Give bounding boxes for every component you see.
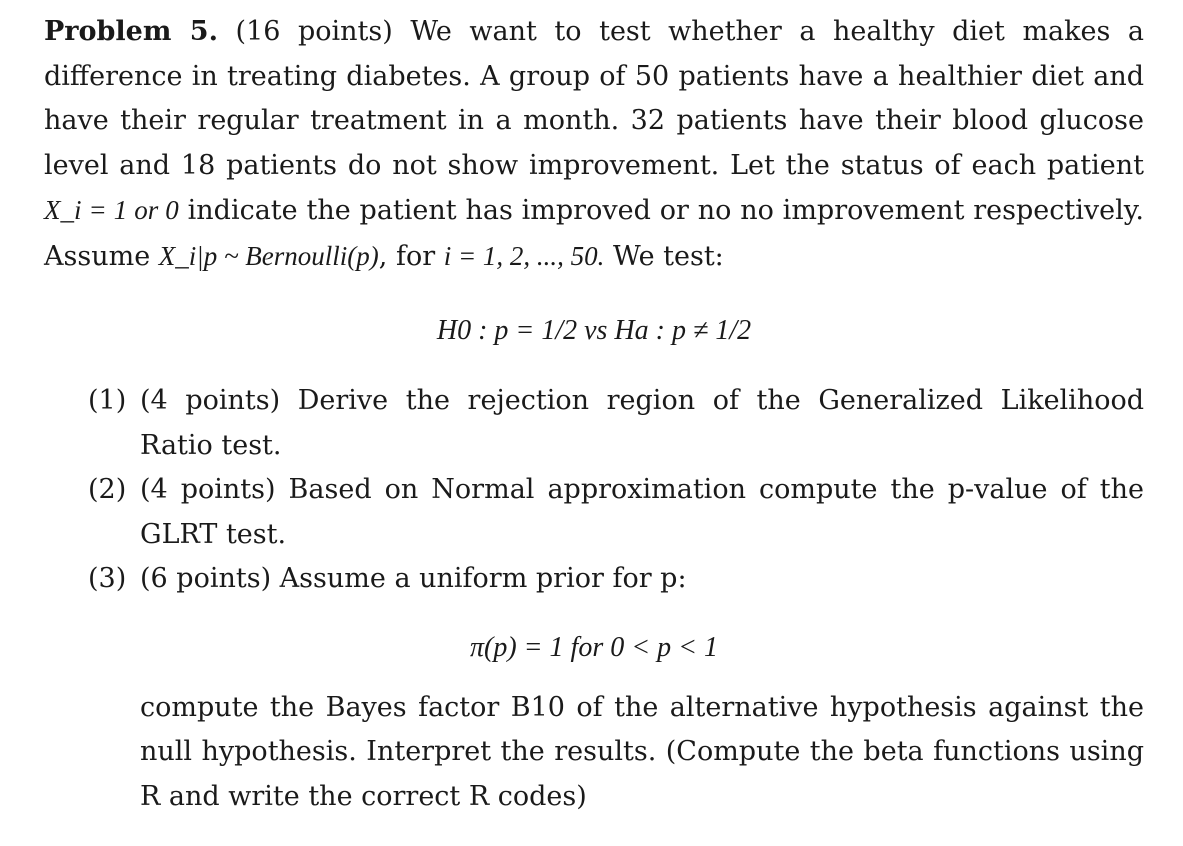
part-2 — [44, 468, 1144, 557]
problem-intro-4: We test: — [613, 240, 724, 272]
part-1-number: (1) — [88, 385, 127, 416]
xi-definition: X_i = 1 or 0 — [44, 195, 179, 225]
problem-intro-3: , for — [378, 240, 436, 272]
problem-intro-2: indicate the patient has improved or no no improvement respectively. Assume — [44, 195, 1144, 272]
bernoulli-distribution: X_i|p ~ Bernoulli(p) — [158, 240, 379, 271]
part-3-text: (6 points) Assume a uniform prior for p: — [140, 563, 687, 594]
problem-statement — [44, 10, 1144, 279]
part-2-number: (2) — [88, 474, 127, 505]
prior-display: π(p) = 1 for 0 < p < 1 — [469, 631, 719, 663]
index-range: i = 1, 2, ..., 50. — [443, 240, 605, 271]
parts-list — [44, 379, 1144, 602]
problem-document — [44, 10, 1144, 846]
part-3-number: (3) — [88, 563, 127, 594]
part-1 — [44, 379, 1144, 468]
problem-label: Problem 5. — [44, 16, 218, 47]
part-3 — [44, 557, 1144, 602]
part-1-text: (4 points) Derive the rejection region of the Generalized Likelihood Ratio test. — [140, 385, 1144, 461]
part-2-text: (4 points) Based on Normal approximation compute the p-value of the GLRT test. — [140, 474, 1144, 550]
part-3-continuation: compute the Bayes factor B10 of the alternative hypothesis against the null hypothesis. Interpret the results. (Compute the beta functions using R and write the correct R codes) — [140, 691, 1144, 812]
hypotheses-display: H0 : p = 1/2 vs Ha : p ≠ 1/2 — [436, 315, 752, 346]
problem-intro: (16 points) We want to test whether a healthy diet makes a difference in treating diabetes. A group of 50 patients have a healthier diet and have their regular treatment in a month. 32 patients have their blood glucose level and 18 patients do not show improvement. Let the status of each patient — [44, 16, 1144, 181]
